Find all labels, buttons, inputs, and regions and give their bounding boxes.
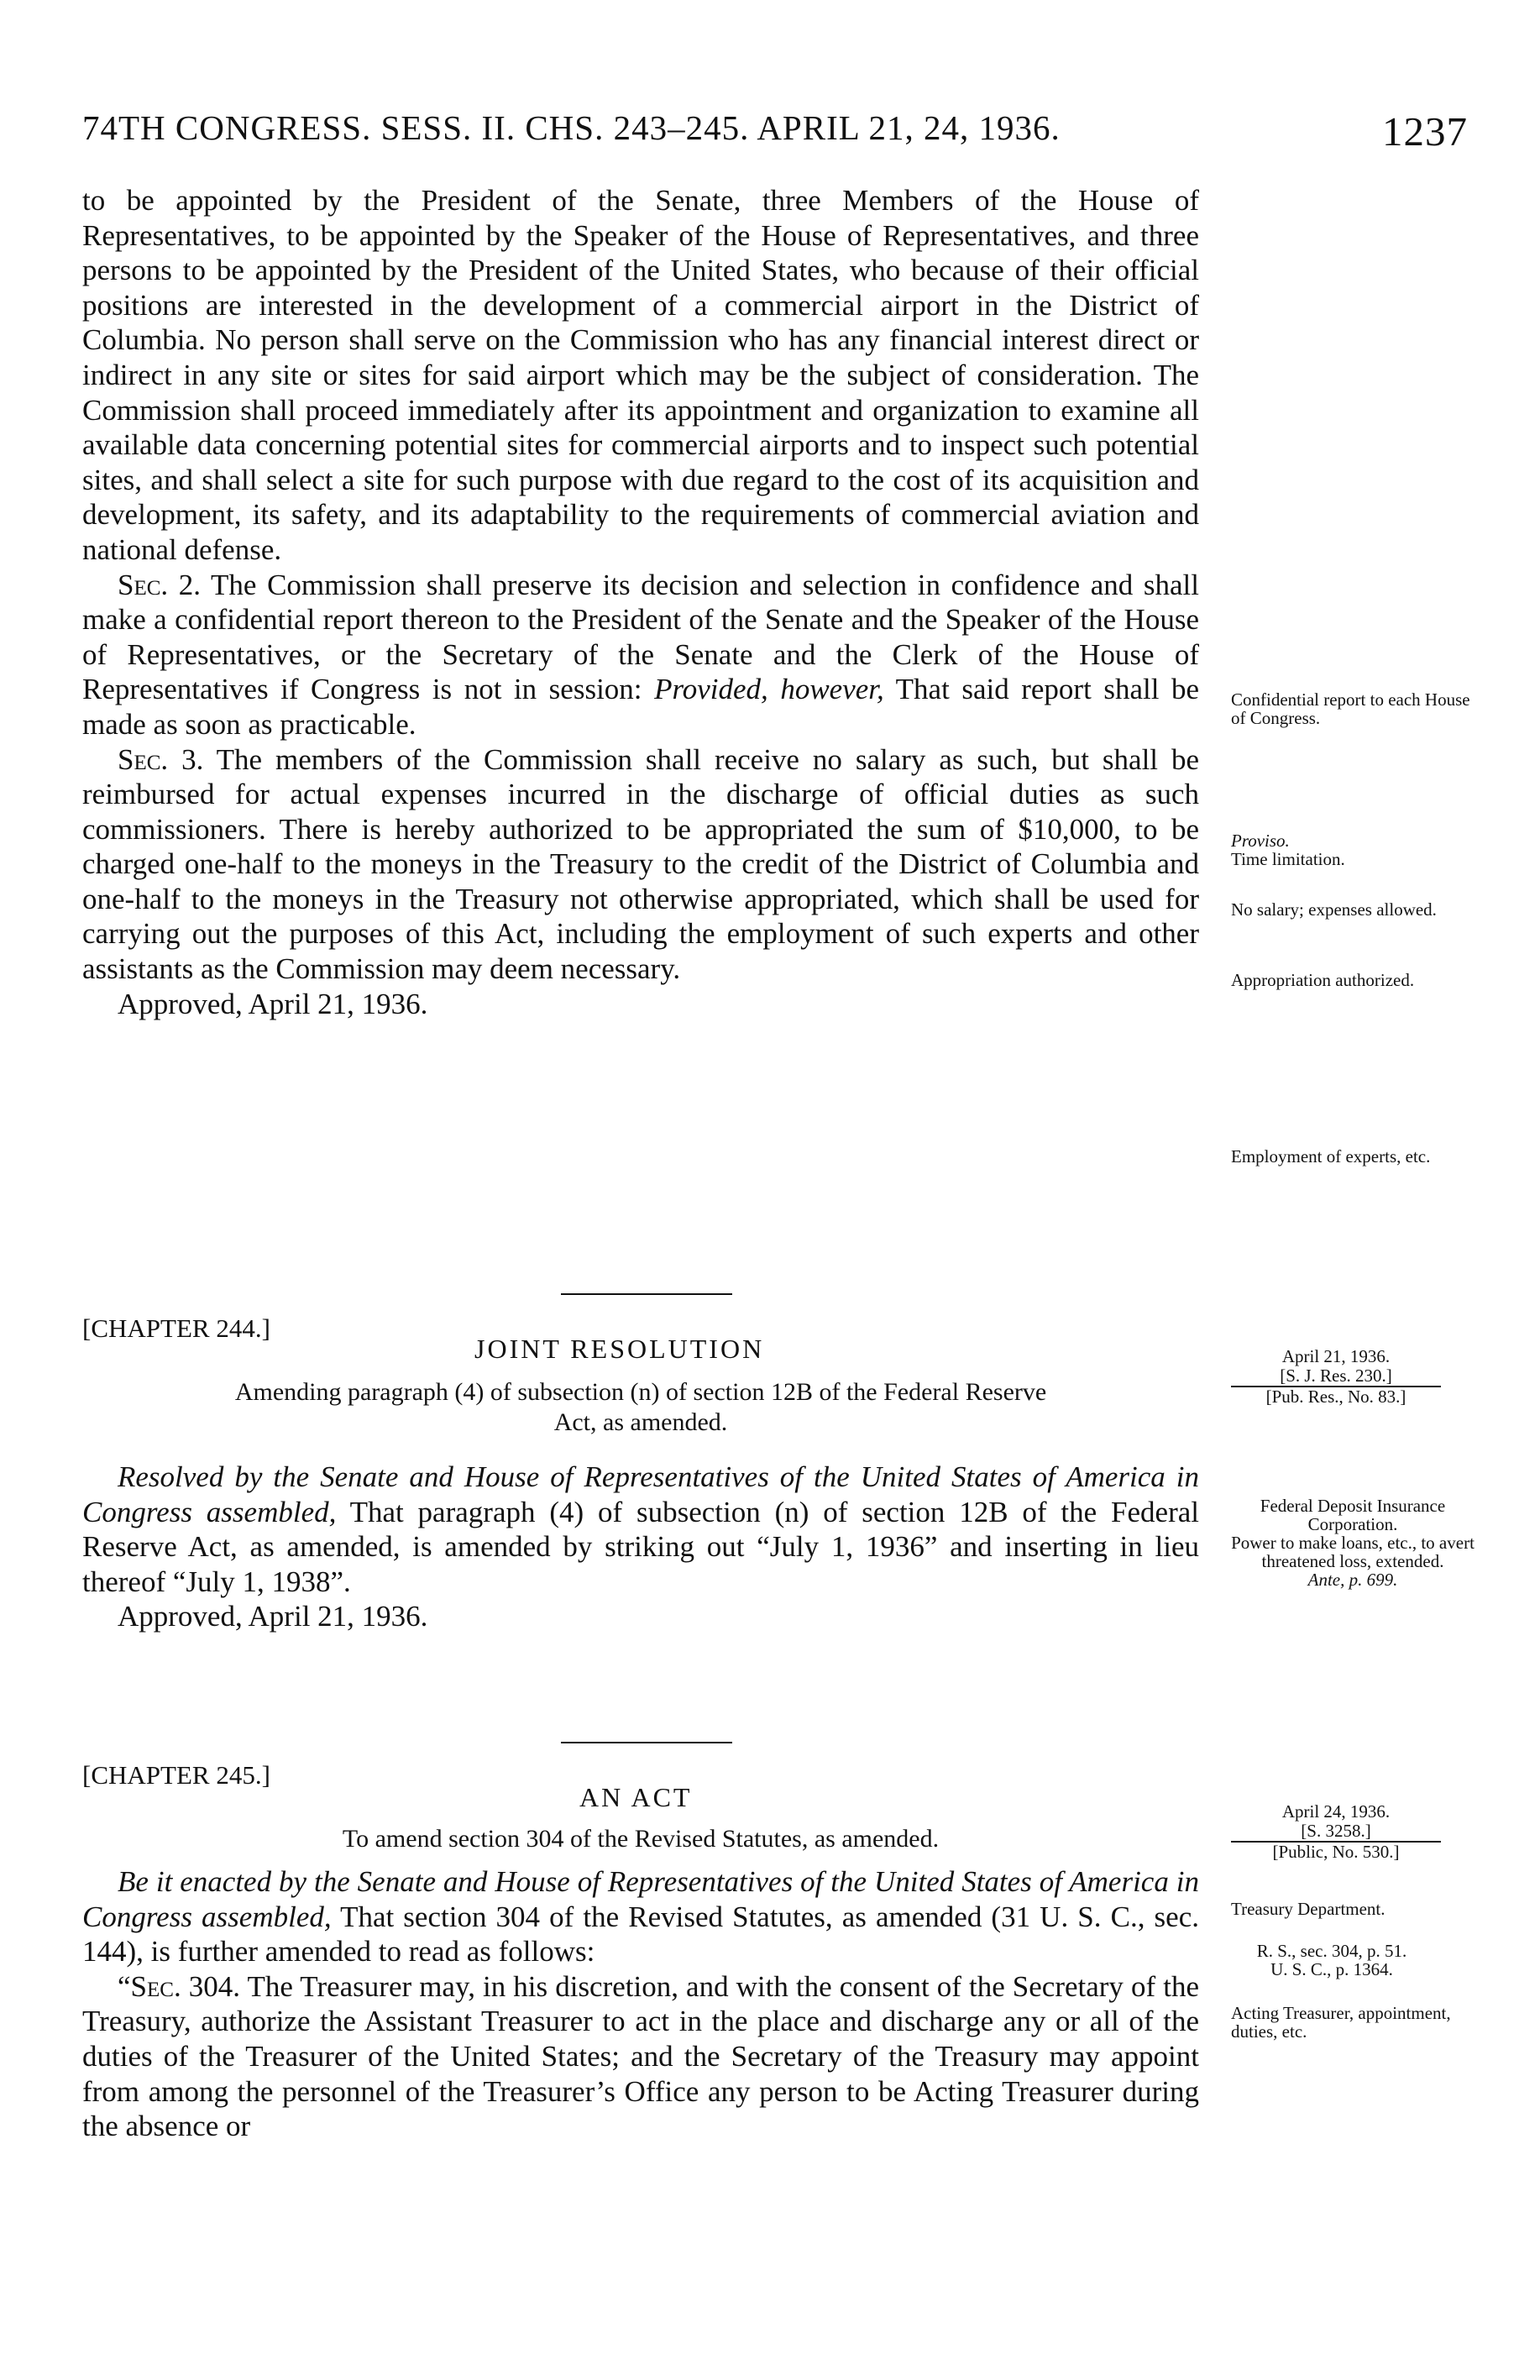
page-number: 1237: [1382, 108, 1468, 155]
chapter-245-sec-text: The Treasurer may, in his discretion, and with the consent of the Secretary of the Treasury, authorize the Assistant Treasurer to act in the place and discharge any or all of the duties of the Treasurer of the United States; and the Secretary of the Treasury may appoint from among the personnel of the Treasurer’s Office any person to be Acting Treasurer during the absence or: [82, 1969, 1199, 2143]
section-1-paragraph: to be appointed by the President of the Senate, three Members of the House of Representatives, to be appointed by the Speaker of the House of Representatives, and three persons to be appointed by the President of the United States, who because of their official positions are interested in the development of a commercial airport in the District of Columbia. No person shall serve on the Commission who has any financial interest direct or indirect in any site or sites for said airport which may be the subject of consideration. The Commission shall proceed immediately after its appointment and organization to examine all available data concerning potential sites for commercial airports and to inspect such potential sites, and shall select a site for such purpose with due regard to the cost of its acquisition and development, its safety, and its adaptability to the requirements of commercial aviation and national defense.: [82, 184, 1199, 566]
chapter-245-label: [CHAPTER 245.]: [82, 1760, 270, 1790]
chapter-245-sec-label: “Sec. 304.: [118, 1969, 241, 2003]
margin-note-proviso: [1231, 831, 1475, 868]
approved-date-1: Approved, April 21, 1936.: [118, 987, 428, 1020]
chapter-244-label: [CHAPTER 244.]: [82, 1313, 270, 1343]
margin-fdic: Federal Deposit Insurance Corporation.: [1260, 1496, 1446, 1534]
chapter-244-pub: [Pub. Res., No. 83.]: [1231, 1386, 1441, 1407]
margin-power-loans: Power to make loans, etc., to avert threatened loss, extended.: [1231, 1533, 1475, 1571]
margin-note-confidential: Confidential report to each House of Congress.: [1231, 689, 1470, 728]
margin-note-appropriation: Appropriation authorized.: [1231, 970, 1415, 990]
chapter-245-text: That section 304 of the Revised Statutes, as amended (31 U. S. C., sec. 144), is further amended to read as follows:: [82, 1900, 1199, 1968]
section-3-text: The members of the Commission shall receive no salary as such, but shall be reimbursed for actual expenses incurred in the discharge of official duties as such commissioners. There is hereby authorized to be appropriated the sum of $10,000, to be charged one-half to the moneys in the Treasury to the credit of the District of Columbia and one-half to the moneys in the Treasury not otherwise appropriated, which shall be used for carrying out the purposes of this Act, including the employment of such experts and other assistants as the Commission may deem necessary.: [82, 742, 1199, 986]
section-3-label: Sec. 3.: [118, 742, 204, 776]
section-divider: [561, 1293, 732, 1295]
chapter-244-body: [82, 1460, 1199, 1634]
chapter-245-enacting: Be it enacted by the Senate and House of Representatives of the United States of America in Congress assembled,: [82, 1865, 1199, 1933]
chapter-245-margin-treasury: Treasury Department.: [1231, 1899, 1385, 1919]
main-text: [82, 183, 1199, 1021]
section-3-paragraph: [82, 742, 1199, 987]
section-2-paragraph: [82, 568, 1199, 742]
section-2-text-b: That said report shall be made as soon as practicable.: [82, 673, 1200, 741]
running-head: 74TH CONGRESS. SESS. II. CHS. 243–245. APRIL 21, 24, 1936.: [82, 108, 1061, 147]
chapter-244-subtitle: Amending paragraph (4) of subsection (n) of section 12B of the Federal Reserve Act, as amended.: [234, 1378, 1047, 1436]
chapter-244-text: That paragraph (4) of subsection (n) of section 12B of the Federal Reserve Act, as amended, is amended by striking out “July 1, 1936” and inserting in lieu thereof “July 1, 1938”.: [82, 1495, 1199, 1598]
section-2-proviso: Provided, however,: [654, 673, 884, 706]
chapter-244-title: JOINT RESOLUTION: [474, 1334, 765, 1364]
chapter-244-enacting: Resolved by the Senate and House of Representatives of the United States of America in Congress assembled,: [82, 1460, 1199, 1528]
chapter-244-res: [S. J. Res. 230.]: [1280, 1366, 1392, 1386]
chapter-245-bill: [S. 3258.]: [1301, 1821, 1371, 1841]
margin-ante: Ante, p. 699.: [1307, 1570, 1398, 1590]
chapter-244-margin-notes: [1231, 1497, 1475, 1589]
margin-note-employment: Employment of experts, etc.: [1231, 1146, 1431, 1166]
chapter-245-title: AN ACT: [579, 1782, 693, 1812]
chapter-245-date: April 24, 1936.: [1281, 1801, 1391, 1822]
section-divider-2: [561, 1742, 732, 1743]
chapter-244-dates: [1231, 1347, 1441, 1407]
section-2-label: Sec. 2.: [118, 568, 202, 601]
proviso-text: Time limitation.: [1231, 849, 1345, 869]
chapter-245-margin-rs: R. S., sec. 304, p. 51. U. S. C., p. 1364.: [1256, 1941, 1407, 1979]
chapter-245-body: [82, 1864, 1199, 2144]
proviso-label: Proviso.: [1231, 831, 1290, 851]
margin-note-salary: No salary; expenses allowed.: [1231, 899, 1437, 920]
chapter-245-margin-acting: Acting Treasurer, appointment, duties, etc.: [1231, 2003, 1451, 2042]
section-2-text-a: The Commission shall preserve its decision and selection in confidence and shall make a confidential report thereon to the President of the Senate and the Speaker of the House of Representatives, or the Secretary of the Senate and the Clerk of the House of Representatives if Congress is not in session:: [82, 568, 1199, 706]
chapter-244-approved: Approved, April 21, 1936.: [118, 1600, 428, 1633]
chapter-245-dates: [1231, 1802, 1441, 1862]
chapter-245-subtitle: To amend section 304 of the Revised Statutes, as amended.: [342, 1825, 940, 1853]
chapter-244-date: April 21, 1936.: [1281, 1346, 1391, 1366]
chapter-245-pub: [Public, No. 530.]: [1231, 1841, 1441, 1862]
page-header: [82, 107, 1468, 158]
